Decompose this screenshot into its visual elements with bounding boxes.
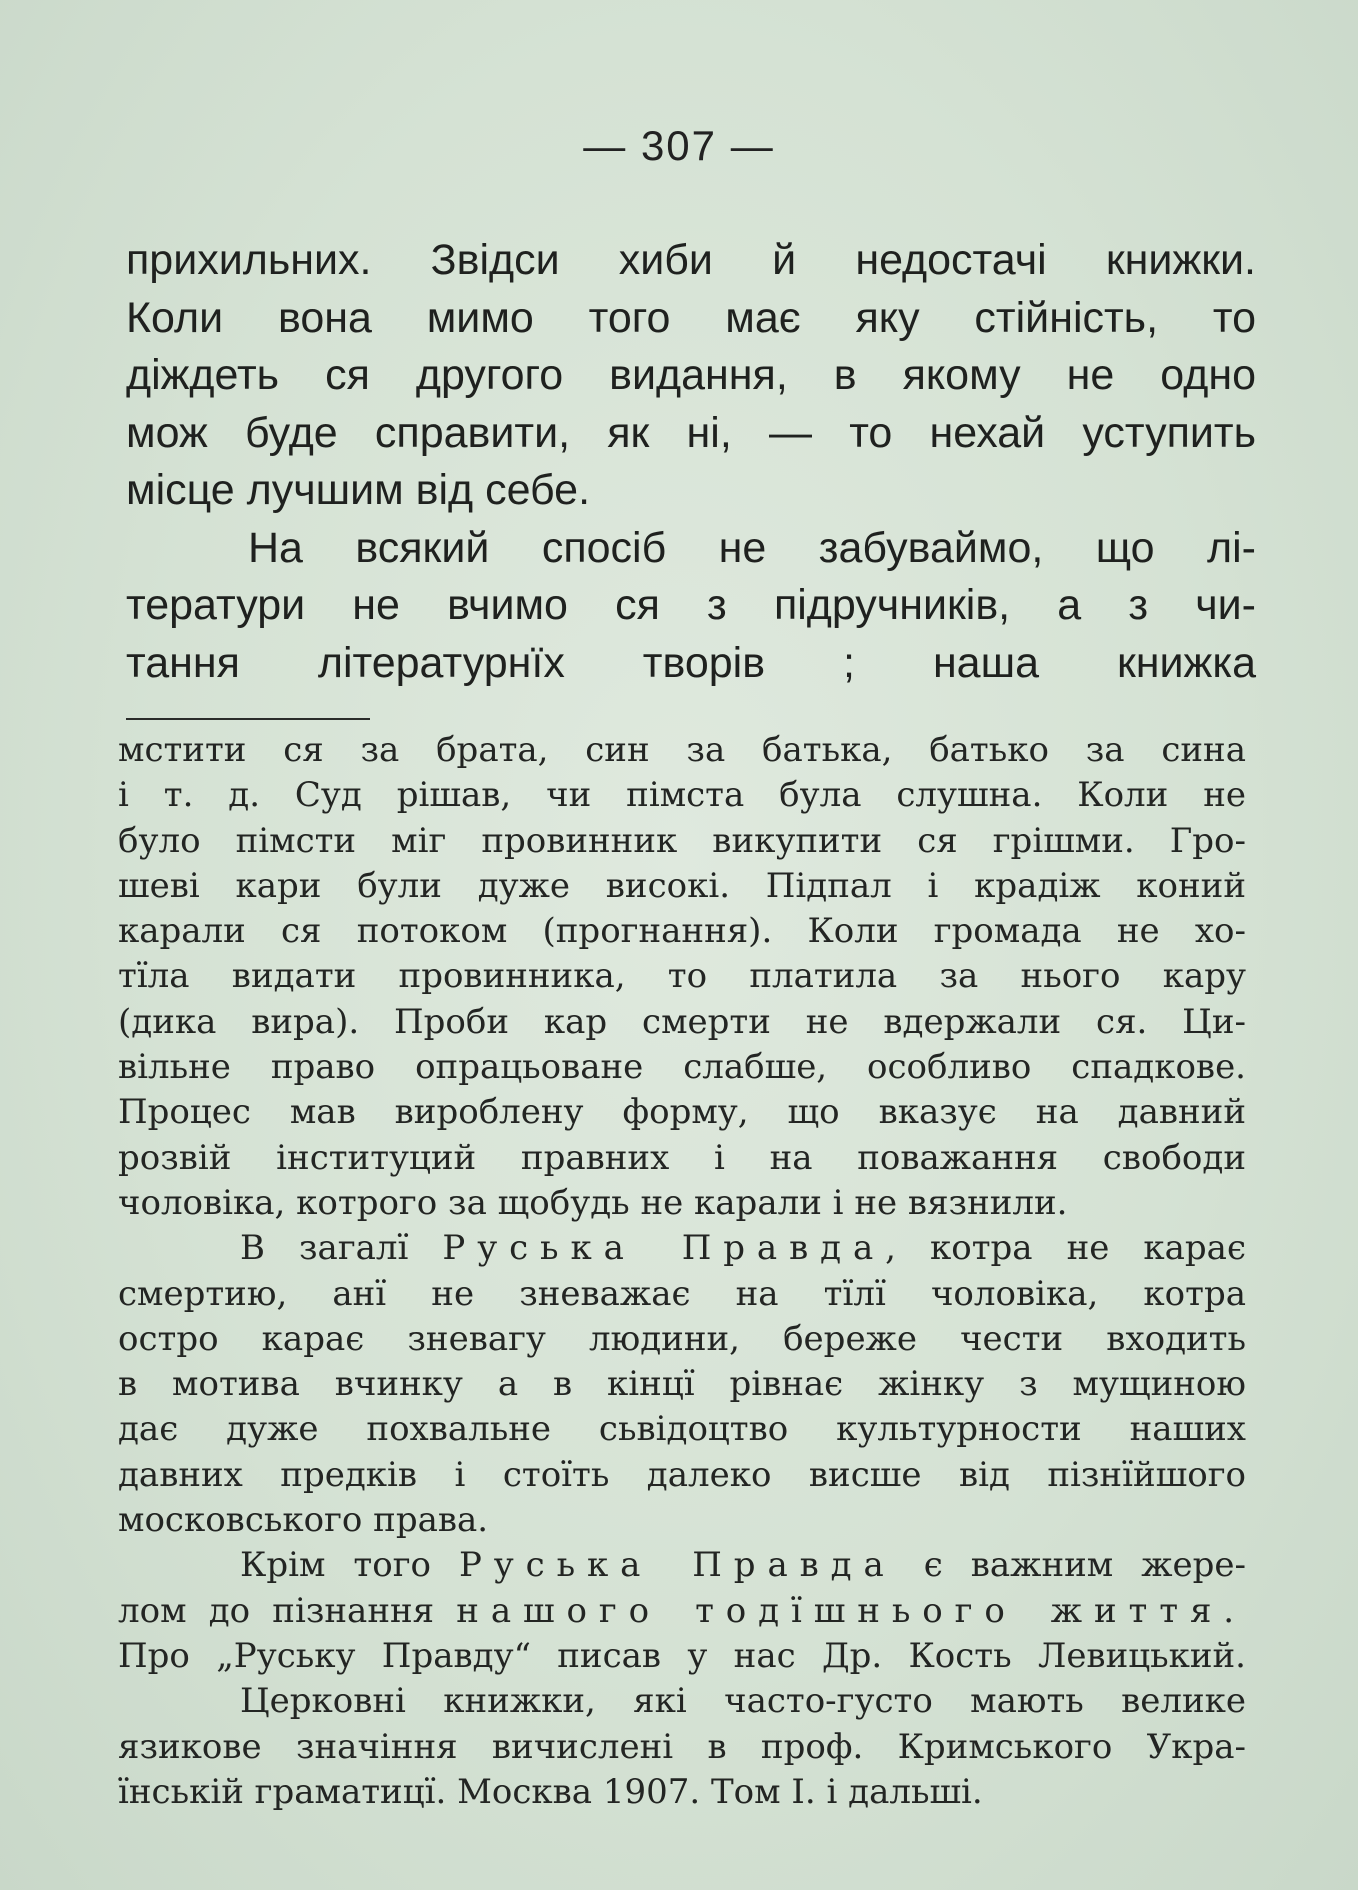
footnote-line: смертию, анї не зневажає на тїлї чоловіка, котра [118, 1273, 1246, 1314]
footnote-line: (дика вира). Проби кар смерти не вдержали ся. Ци- [118, 1001, 1246, 1042]
footnote-line: дає дуже похвальне сьвідоцтво культурности наших [118, 1409, 1246, 1450]
footnote-line: давних предків і стоїть далеко висше від пізнїйшого [118, 1454, 1246, 1495]
footnote-line: Церковні книжки, які часто-густо мають велике [240, 1681, 1246, 1722]
text-run: є важним жере- [895, 1545, 1246, 1586]
text-line: Коли вона мимо того має яку стійність, то [126, 293, 1256, 342]
text-run: , котра не карає [885, 1228, 1246, 1269]
text-line: тератури не вчимо ся з підручників, а з чи- [126, 581, 1256, 629]
text-line: тання літературнїх творів ; наша книжка [126, 638, 1256, 687]
footnote-line: московського права. [118, 1500, 489, 1541]
spaced-phrase: нашого тодїшнього життя. [456, 1590, 1246, 1631]
footnote-line: їнській граматицї. Москва 1907. Том І. і дальші. [118, 1771, 983, 1812]
text-line: прихильних. Звідси хиби й недостачі книжки. [126, 236, 1256, 284]
footnote-line: чоловіка, котрого за щобудь не карали і не вязнили. [118, 1182, 1068, 1223]
footnote-line: Процес мав вироблену форму, що вказує на давний [118, 1092, 1246, 1133]
footnote-line: остро карає зневагу людини, береже чести входить [118, 1318, 1246, 1359]
text-line: мож буде справити, як ні, — то нехай уступить [126, 408, 1256, 457]
text-line: місце лучшим від себе. [126, 466, 591, 514]
footnote-line: карали ся потоком (прогнання). Коли громада не хо- [118, 911, 1246, 952]
footnote-line: було пімсти міг провинник викупити ся грішми. Гро- [118, 820, 1246, 861]
footnote-line: шеві кари були дуже високі. Підпал і крадіж коний [118, 865, 1246, 906]
footnote-line: мстити ся за брата, син за батька, батько за сина [118, 730, 1246, 770]
text-line: діждеть ся другого видання, в якому не одно [126, 351, 1256, 399]
footnote-line: язикове значіння вичислені в проф. Кримського Укра- [118, 1726, 1246, 1767]
page-number: — 307 — [583, 122, 775, 169]
footnote-line [118, 1589, 1246, 1634]
footnote-block [118, 728, 1246, 1815]
footnote-line [118, 1226, 1246, 1271]
footnote-line: вільне право опрацьоване слабше, особливо спадкове. [118, 1047, 1246, 1088]
footnote-line: тїла видати провинника, то платила за нього кару [118, 956, 1246, 997]
spaced-title: Руська Правда [458, 1545, 896, 1586]
footnote-line: в мотива вчинку а в кінцї рівнає жінку з мущиною [118, 1364, 1246, 1405]
footnote-divider [126, 718, 370, 720]
text-run: Крім того [240, 1545, 459, 1586]
footnote-line: і т. д. Суд рішав, чи пімста була слушна. Коли не [118, 775, 1246, 816]
spaced-title: Руська Правда [442, 1228, 886, 1269]
text-run: лом до пізнання [118, 1590, 457, 1631]
text-line: На всякий спосіб не забуваймо, що лі- [248, 523, 1256, 572]
footnote-line [118, 1543, 1246, 1588]
text-run: В загалї [240, 1228, 443, 1269]
main-text-block [126, 232, 1256, 692]
footnote-line: розвій інституций правних і на поважання свободи [118, 1137, 1246, 1178]
footnote-line: Про „Руську Правду“ писав у нас Др. Кость Левицький. [118, 1635, 1246, 1676]
